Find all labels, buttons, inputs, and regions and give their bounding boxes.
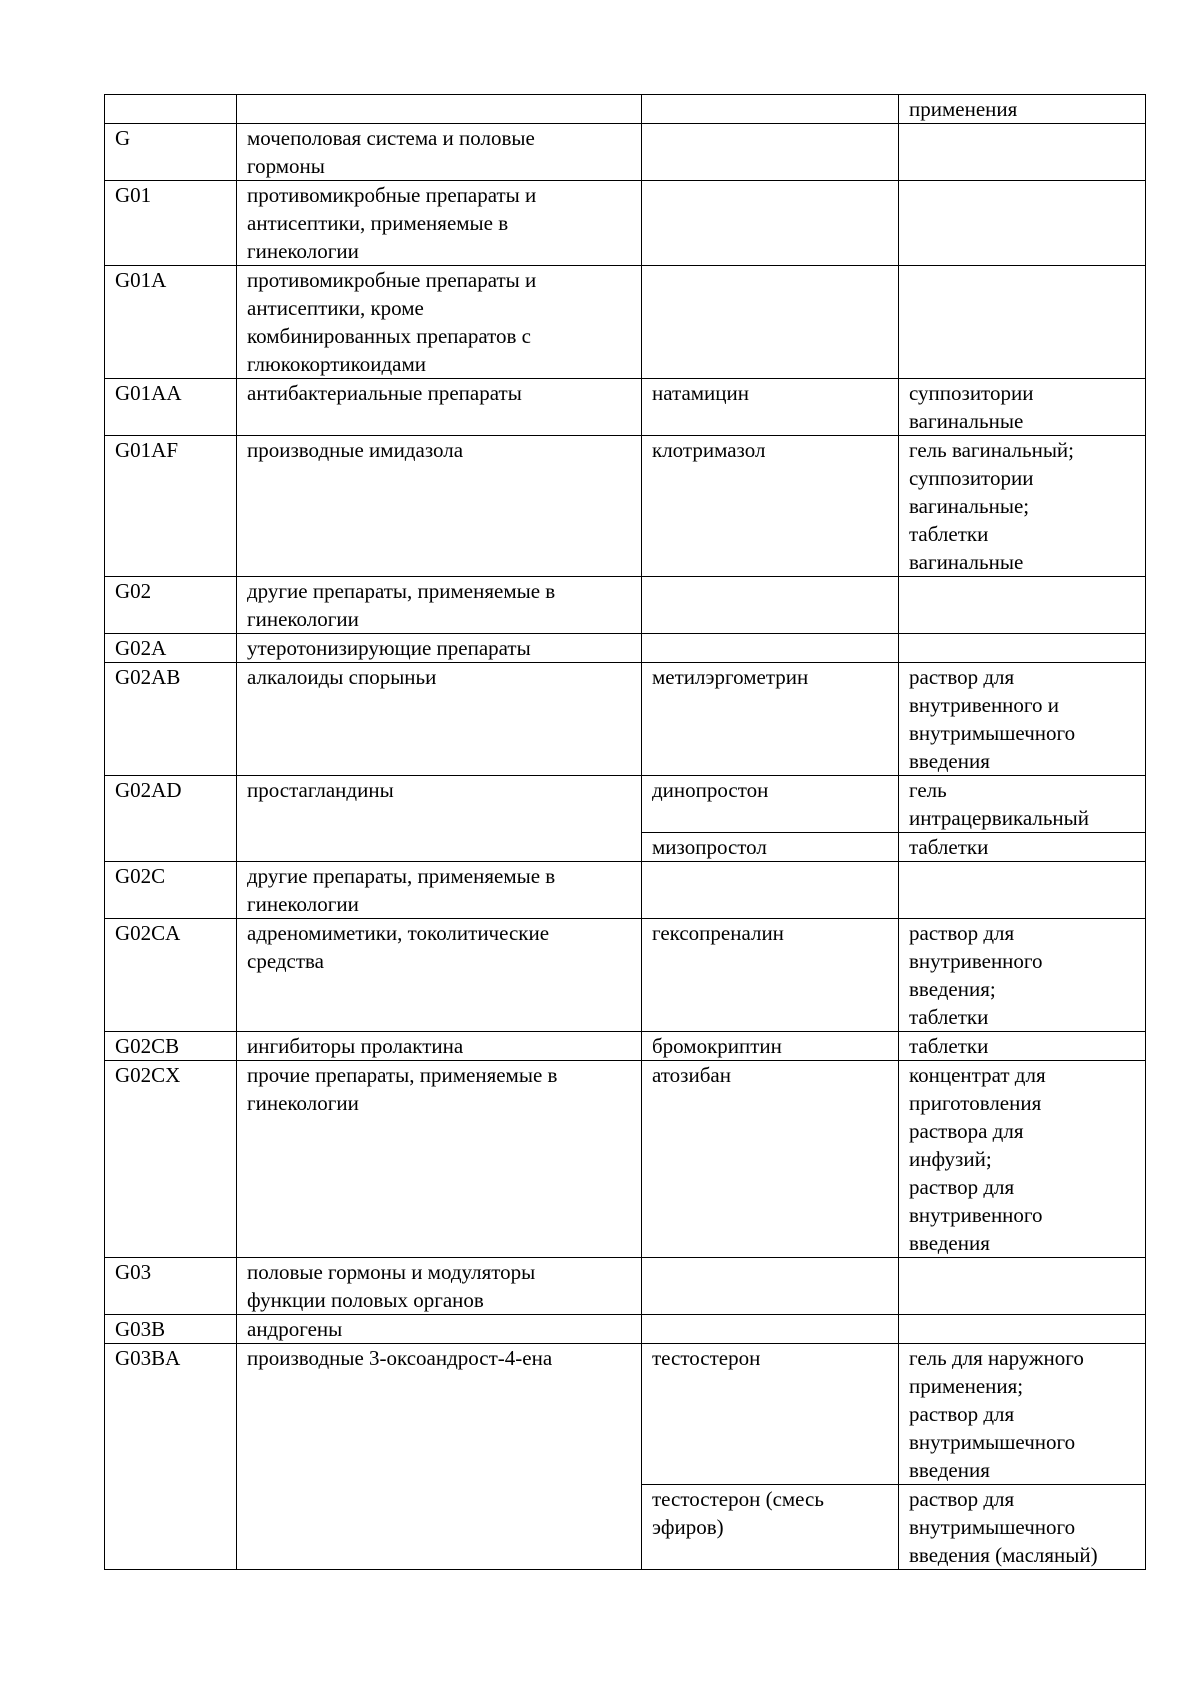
table-row (105, 634, 1146, 663)
drug-name-cell (642, 862, 899, 919)
dosage-form-cell: раствор для внутримышечного введения (масляный) (899, 1485, 1146, 1570)
drug-name-cell (642, 266, 899, 379)
group-name-cell: андрогены (237, 1315, 642, 1344)
group-name-cell: производные 3-оксоандрост-4-ена (237, 1344, 642, 1570)
drug-name-cell (642, 124, 899, 181)
atc-code-cell: G02A (105, 634, 237, 663)
dosage-form-cell (899, 1315, 1146, 1344)
dosage-form-cell: раствор для внутривенного введения; таблетки (899, 919, 1146, 1032)
dosage-form-cell (899, 862, 1146, 919)
table-row (105, 379, 1146, 436)
dosage-form-cell: раствор для внутривенного и внутримышечного введения (899, 663, 1146, 776)
table-row (105, 1315, 1146, 1344)
table-row (105, 919, 1146, 1032)
drug-name-cell: гексопреналин (642, 919, 899, 1032)
group-name-cell: производные имидазола (237, 436, 642, 577)
table-row (105, 1061, 1146, 1258)
table-row (105, 1032, 1146, 1061)
drug-name-cell: натамицин (642, 379, 899, 436)
group-name-cell: половые гормоны и модуляторы функции половых органов (237, 1258, 642, 1315)
atc-code-cell (105, 95, 237, 124)
dosage-form-cell: применения (899, 95, 1146, 124)
drug-name-cell: тестостерон (смесь эфиров) (642, 1485, 899, 1570)
drug-classification-table (104, 94, 1146, 1570)
table-row (105, 577, 1146, 634)
group-name-cell: другие препараты, применяемые в гинекологии (237, 862, 642, 919)
group-name-cell: противомикробные препараты и антисептики, кроме комбинированных препаратов с глюкокортикоидами (237, 266, 642, 379)
group-name-cell: простагландины (237, 776, 642, 862)
atc-code-cell: G02AB (105, 663, 237, 776)
drug-name-cell: клотримазол (642, 436, 899, 577)
atc-code-cell: G01AA (105, 379, 237, 436)
table-row (105, 124, 1146, 181)
dosage-form-cell: таблетки (899, 1032, 1146, 1061)
dosage-form-cell: таблетки (899, 833, 1146, 862)
atc-code-cell: G01AF (105, 436, 237, 577)
drug-name-cell (642, 181, 899, 266)
dosage-form-cell: гель для наружного применения; раствор для внутримышечного введения (899, 1344, 1146, 1485)
table-row (105, 95, 1146, 124)
atc-code-cell: G01 (105, 181, 237, 266)
drug-name-cell: метилэргометрин (642, 663, 899, 776)
group-name-cell (237, 95, 642, 124)
dosage-form-cell (899, 124, 1146, 181)
drug-name-cell (642, 1258, 899, 1315)
atc-code-cell: G02C (105, 862, 237, 919)
dosage-form-cell: концентрат для приготовления раствора для инфузий; раствор для внутривенного введения (899, 1061, 1146, 1258)
drug-name-cell (642, 577, 899, 634)
group-name-cell: прочие препараты, применяемые в гинекологии (237, 1061, 642, 1258)
table-row (105, 266, 1146, 379)
atc-code-cell: G02CB (105, 1032, 237, 1061)
dosage-form-cell (899, 634, 1146, 663)
dosage-form-cell: гель вагинальный; суппозитории вагинальные; таблетки вагинальные (899, 436, 1146, 577)
group-name-cell: утеротонизирующие препараты (237, 634, 642, 663)
table-row (105, 862, 1146, 919)
table-row (105, 663, 1146, 776)
drug-name-cell (642, 95, 899, 124)
table-row (105, 1258, 1146, 1315)
atc-code-cell: G03 (105, 1258, 237, 1315)
table-row (105, 776, 1146, 833)
atc-code-cell: G03BA (105, 1344, 237, 1570)
table-row (105, 181, 1146, 266)
dosage-form-cell: суппозитории вагинальные (899, 379, 1146, 436)
dosage-form-cell (899, 577, 1146, 634)
atc-code-cell: G03B (105, 1315, 237, 1344)
dosage-form-cell: гель интрацервикальный (899, 776, 1146, 833)
group-name-cell: ингибиторы пролактина (237, 1032, 642, 1061)
drug-name-cell: мизопростол (642, 833, 899, 862)
group-name-cell: противомикробные препараты и антисептики, применяемые в гинекологии (237, 181, 642, 266)
group-name-cell: мочеполовая система и половые гормоны (237, 124, 642, 181)
drug-name-cell: атозибан (642, 1061, 899, 1258)
atc-code-cell: G01A (105, 266, 237, 379)
table-row (105, 1344, 1146, 1485)
atc-code-cell: G02AD (105, 776, 237, 862)
drug-name-cell (642, 1315, 899, 1344)
atc-code-cell: G02CA (105, 919, 237, 1032)
drug-name-cell: динопростон (642, 776, 899, 833)
group-name-cell: адреномиметики, токолитические средства (237, 919, 642, 1032)
table-row (105, 436, 1146, 577)
drug-name-cell: бромокриптин (642, 1032, 899, 1061)
group-name-cell: антибактериальные препараты (237, 379, 642, 436)
drug-name-cell (642, 634, 899, 663)
group-name-cell: алкалоиды спорыньи (237, 663, 642, 776)
dosage-form-cell (899, 181, 1146, 266)
atc-code-cell: G (105, 124, 237, 181)
drug-name-cell: тестостерон (642, 1344, 899, 1485)
atc-code-cell: G02 (105, 577, 237, 634)
group-name-cell: другие препараты, применяемые в гинекологии (237, 577, 642, 634)
dosage-form-cell (899, 266, 1146, 379)
dosage-form-cell (899, 1258, 1146, 1315)
atc-code-cell: G02CX (105, 1061, 237, 1258)
